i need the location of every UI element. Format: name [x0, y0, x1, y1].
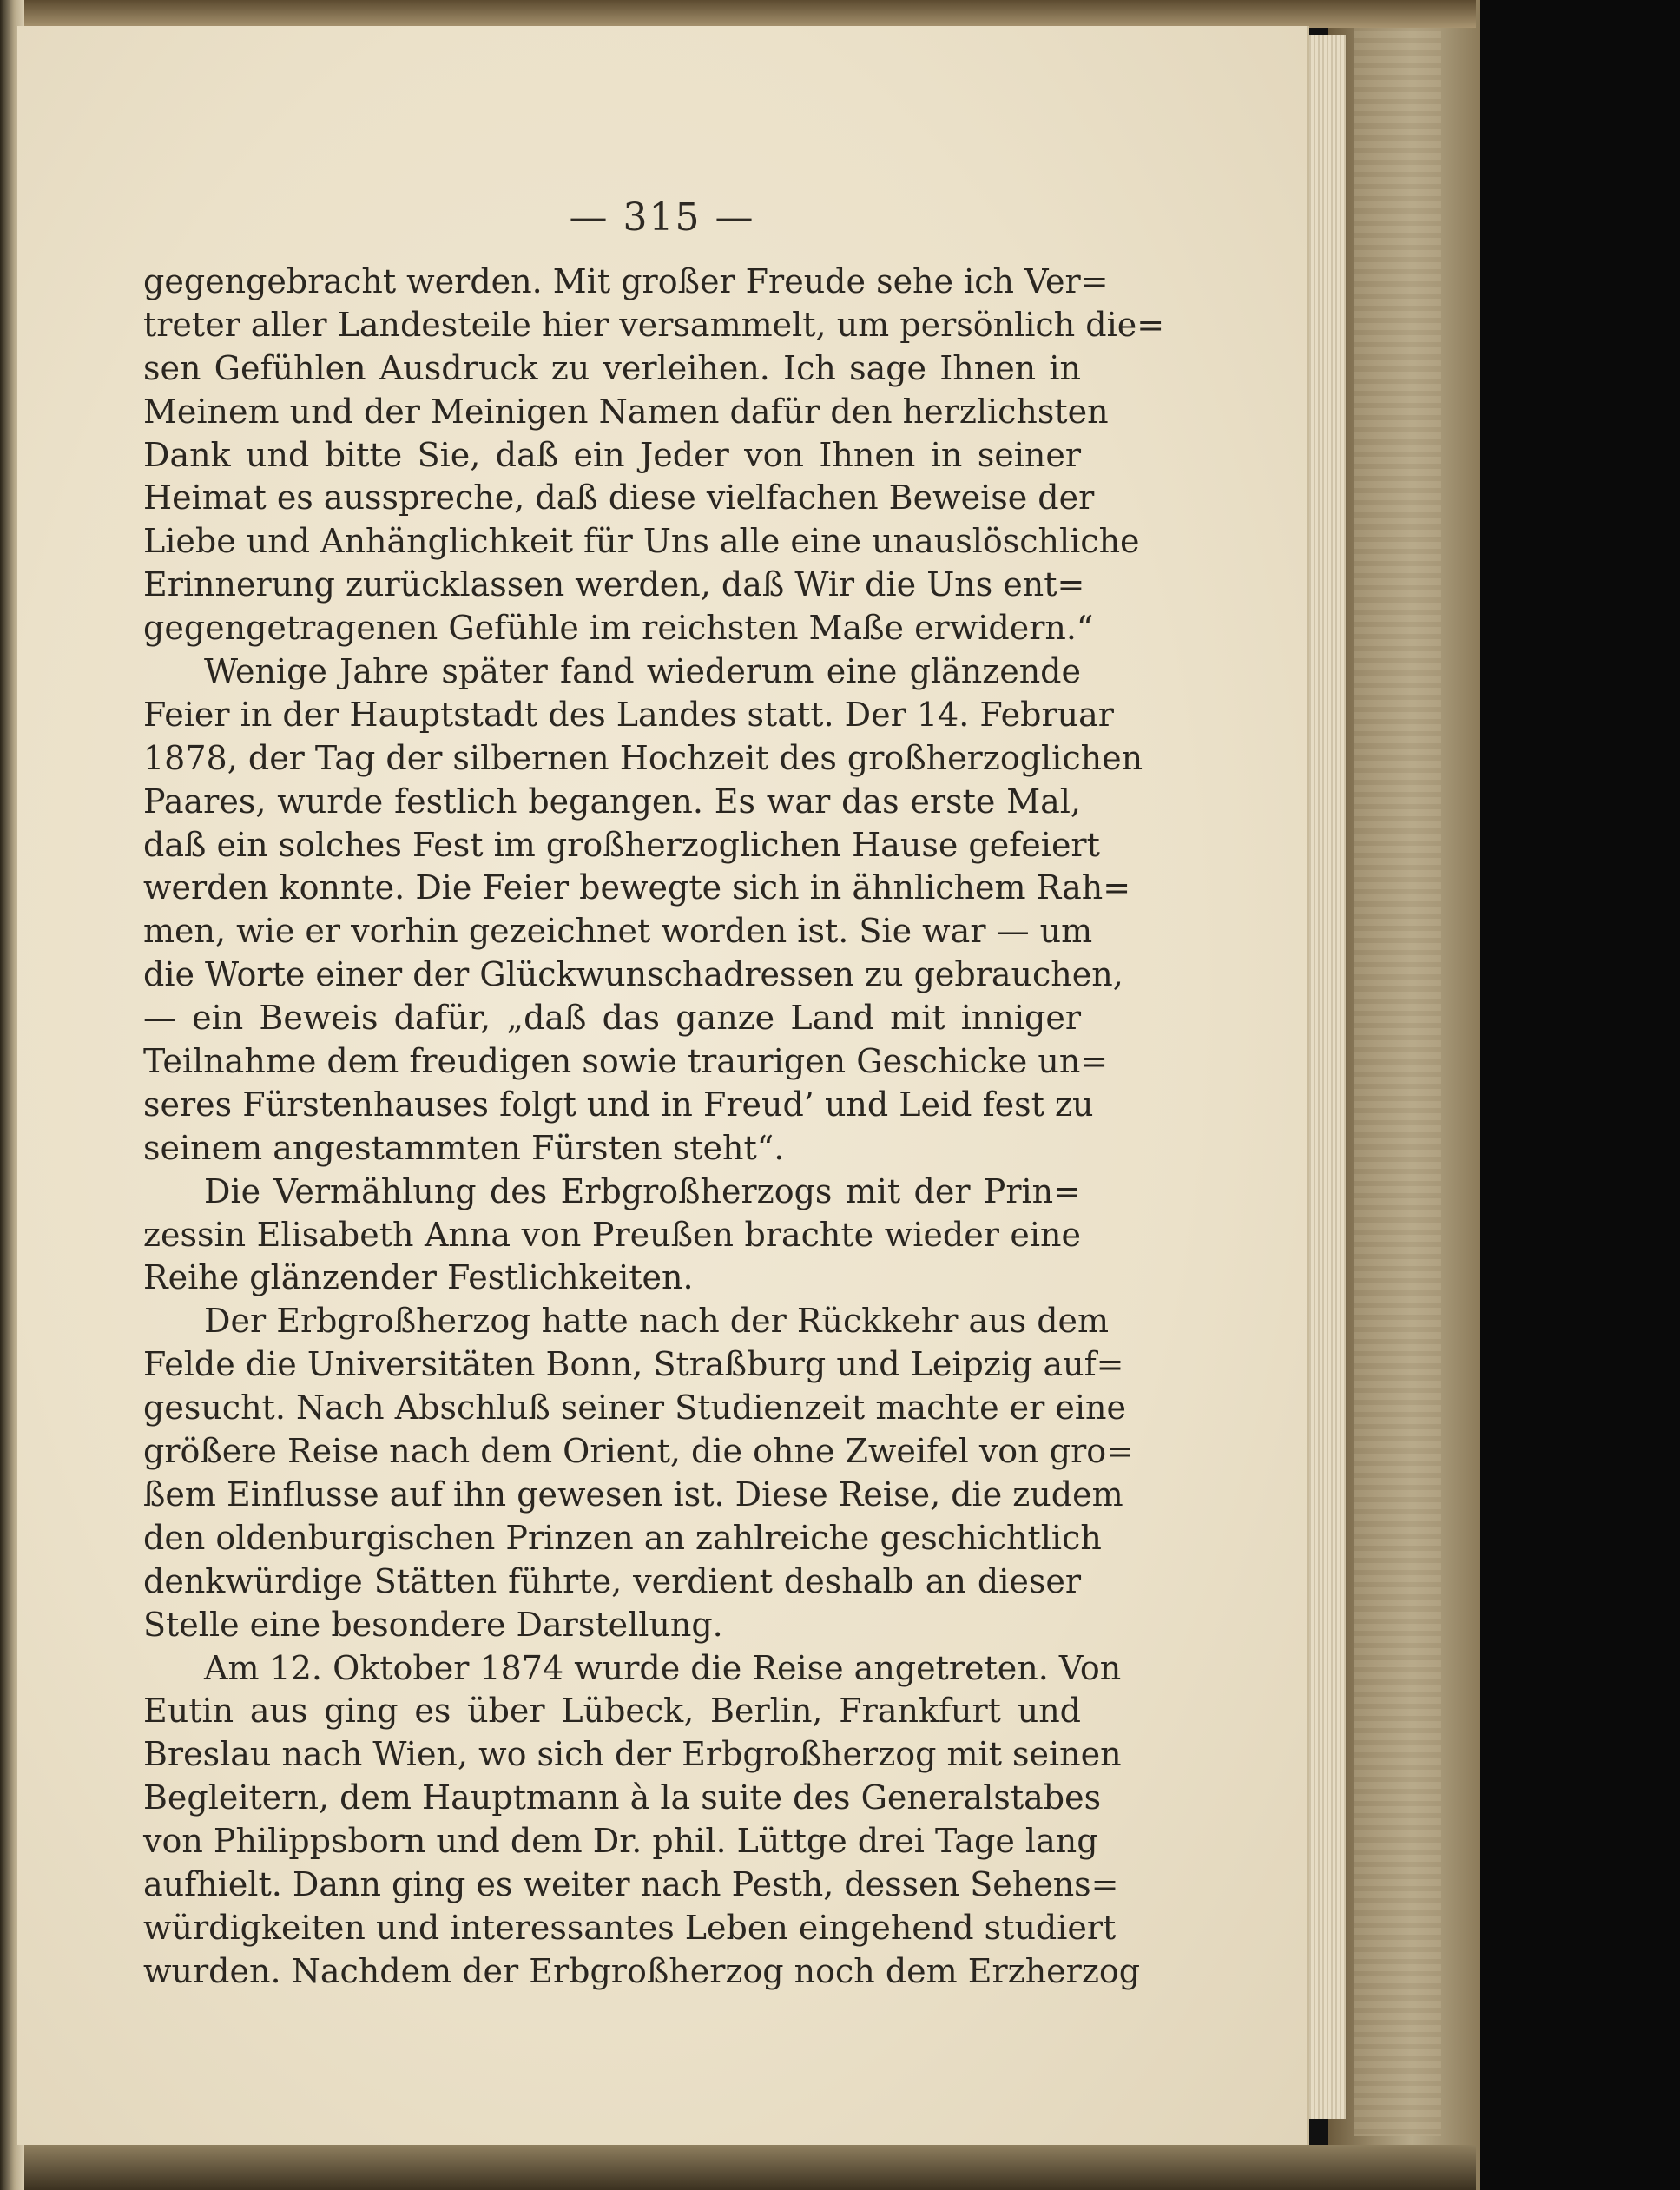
text-line: men, wie er vorhin gezeichnet worden ist. Sie war — um: [143, 912, 1093, 951]
text-line: ßem Einflusse auf ihn gewesen ist. Diese Reise, die zudem: [143, 1474, 1123, 1514]
top-binding: [0, 0, 1476, 28]
text-line: seres Fürstenhauses folgt und in Freud’ und Leid fest zu: [143, 1085, 1094, 1124]
text-line: seinem angestammten Fürsten steht“.: [143, 1128, 785, 1167]
text-line: Der Erbgroßherzog hatte nach der Rückkehr aus dem: [204, 1302, 1110, 1341]
text-line: aufhielt. Dann ging es weiter nach Pesth, dessen Sehens=: [143, 1864, 1119, 1903]
text-line: Feier in der Hauptstadt des Landes statt. Der 14. Februar: [143, 695, 1114, 734]
text-line: denkwürdige Stätten führte, verdient deshalb an dieser: [143, 1561, 1081, 1600]
text-line: Breslau nach Wien, wo sich der Erbgroßherzog mit seinen: [143, 1735, 1122, 1774]
text-line: treter aller Landesteile hier versammelt, um persönlich die=: [143, 305, 1165, 344]
text-line: Reihe glänzender Festlichkeiten.: [143, 1258, 694, 1297]
text-line: Teilnahme dem freudigen sowie traurigen Geschicke un=: [143, 1042, 1109, 1081]
cover-texture: [1354, 26, 1441, 2136]
text-line: Paares, wurde festlich begangen. Es war das erste Mal,: [143, 782, 1081, 821]
text-line: 1878, der Tag der silbernen Hochzeit des großherzoglichen: [143, 738, 1143, 777]
text-line: gegengetragenen Gefühle im reichsten Maße erwidern.“: [143, 609, 1094, 648]
text-line: daß ein solches Fest im großherzoglichen Hause gefeiert: [143, 825, 1100, 864]
text-line: sen Gefühlen Ausdruck zu verleihen. Ich sage Ihnen in: [143, 348, 1081, 387]
text-line: gesucht. Nach Abschluß seiner Studienzeit machte er eine: [143, 1389, 1127, 1428]
text-line: den oldenburgischen Prinzen an zahlreiche geschichtlich: [143, 1518, 1102, 1557]
text-line: gegengebracht werden. Mit großer Freude sehe ich Ver=: [143, 262, 1109, 300]
text-line: die Worte einer der Glückwunschadressen zu gebrauchen,: [143, 955, 1123, 994]
text-line: werden konnte. Die Feier bewegte sich in ähnlichem Rah=: [143, 868, 1131, 907]
page-number: — 315 —: [569, 195, 755, 240]
body-text: [143, 261, 1165, 1994]
text-line: Eutin aus ging es über Lübeck, Berlin, Frankfurt und: [143, 1692, 1081, 1731]
text-line: von Philippsborn und dem Dr. phil. Lüttge drei Tage lang: [143, 1822, 1098, 1861]
text-line: Die Vermählung des Erbgroßherzogs mit der Prin=: [204, 1171, 1081, 1210]
text-line: — ein Beweis dafür, „daß das ganze Land mit inniger: [143, 999, 1081, 1038]
text-line: Am 12. Oktober 1874 wurde die Reise angetreten. Von: [204, 1648, 1122, 1687]
text-line: Dank und bitte Sie, daß ein Jeder von Ihnen in seiner: [143, 435, 1081, 474]
text-line: Erinnerung zurücklassen werden, daß Wir die Uns ent=: [143, 565, 1085, 604]
text-line: Liebe und Anhänglichkeit für Uns alle eine unauslöschliche: [143, 522, 1140, 561]
background-right: [1480, 0, 1680, 2190]
text-line: Meinem und der Meinigen Namen dafür den herzlichsten: [143, 392, 1109, 431]
text-line: wurden. Nachdem der Erbgroßherzog noch dem Erzherzog: [143, 1951, 1141, 1990]
bottom-binding: [0, 2145, 1476, 2190]
text-line: Felde die Universitäten Bonn, Straßburg und Leipzig auf=: [143, 1345, 1124, 1384]
text-line: würdigkeiten und interessantes Leben eingehend studiert: [143, 1908, 1117, 1947]
text-line: zessin Elisabeth Anna von Preußen brachte wieder eine: [143, 1215, 1081, 1254]
text-line: Stelle eine besondere Darstellung.: [143, 1605, 723, 1644]
text-line: größere Reise nach dem Orient, die ohne Zweifel von gro=: [143, 1432, 1134, 1471]
text-line: Begleitern, dem Hauptmann à la suite des Generalstabes: [143, 1778, 1102, 1817]
text-line: Wenige Jahre später fand wiederum eine glänzende: [204, 652, 1081, 691]
text-line: Heimat es ausspreche, daß diese vielfachen Beweise der: [143, 478, 1095, 518]
